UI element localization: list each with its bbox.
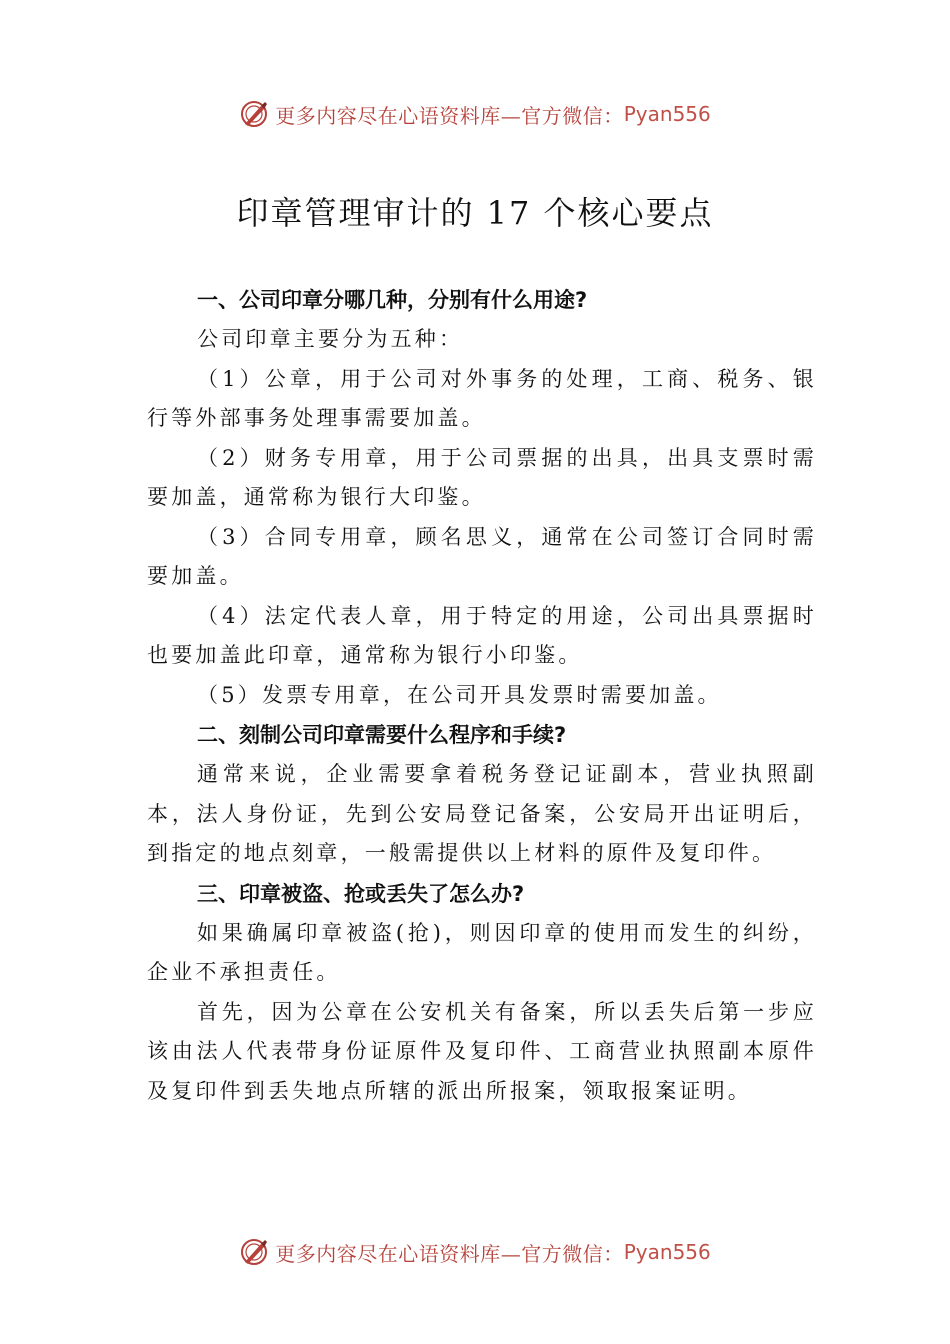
banner-wechat-id: Pyan556 xyxy=(623,1240,711,1264)
paragraph: （2）财务专用章，用于公司票据的出具，出具支票时需要加盖，通常称为银行大印鉴。 xyxy=(147,445,817,509)
fountain-pen-logo-icon xyxy=(239,99,269,129)
paragraph: （5）发票专用章，在公司开具发票时需要加盖。 xyxy=(197,682,722,707)
fountain-pen-logo-icon xyxy=(239,1237,269,1267)
paragraph: 如果确属印章被盗(抢)，则因印章的使用而发生的纠纷，企业不承担责任。 xyxy=(147,920,817,984)
banner-wechat-id: Pyan556 xyxy=(623,102,711,126)
footer-banner xyxy=(0,1232,950,1272)
paragraph: 首先，因为公章在公安机关有备案，所以丢失后第一步应该由法人代表带身份证原件及复印件、工商营业执照副本原件及复印件到丢失地点所辖的派出所报案，领取报案证明。 xyxy=(147,999,817,1103)
section-heading: 三、印章被盗、抢或丢失了怎么办? xyxy=(197,881,525,906)
paragraph: （1）公章，用于公司对外事务的处理，工商、税务、银行等外部事务处理事需要加盖。 xyxy=(147,366,817,430)
paragraph: （4）法定代表人章，用于特定的用途，公司出具票据时也要加盖此印章，通常称为银行小印鉴。 xyxy=(147,603,817,667)
header-banner xyxy=(0,94,950,134)
paragraph: （3）合同专用章，顾名思义，通常在公司签订合同时需要加盖。 xyxy=(147,524,817,588)
page-title: 印章管理审计的 17 个核心要点 xyxy=(236,194,714,232)
banner-text: 更多内容尽在心语资料库—官方微信： xyxy=(275,103,624,128)
paragraph: 通常来说，企业需要拿着税务登记证副本，营业执照副本，法人身份证，先到公安局登记备案，公安局开出证明后，到指定的地点刻章，一般需提供以上材料的原件及复印件。 xyxy=(147,762,817,865)
section-heading: 一、公司印章分哪几种，分别有什么用途? xyxy=(197,288,588,312)
banner-text: 更多内容尽在心语资料库—官方微信： xyxy=(275,1241,624,1266)
section-heading: 二、刻制公司印章需要什么程序和手续? xyxy=(197,723,567,747)
paragraph: 公司印章主要分为五种： xyxy=(197,327,464,351)
document-body xyxy=(147,280,817,1111)
